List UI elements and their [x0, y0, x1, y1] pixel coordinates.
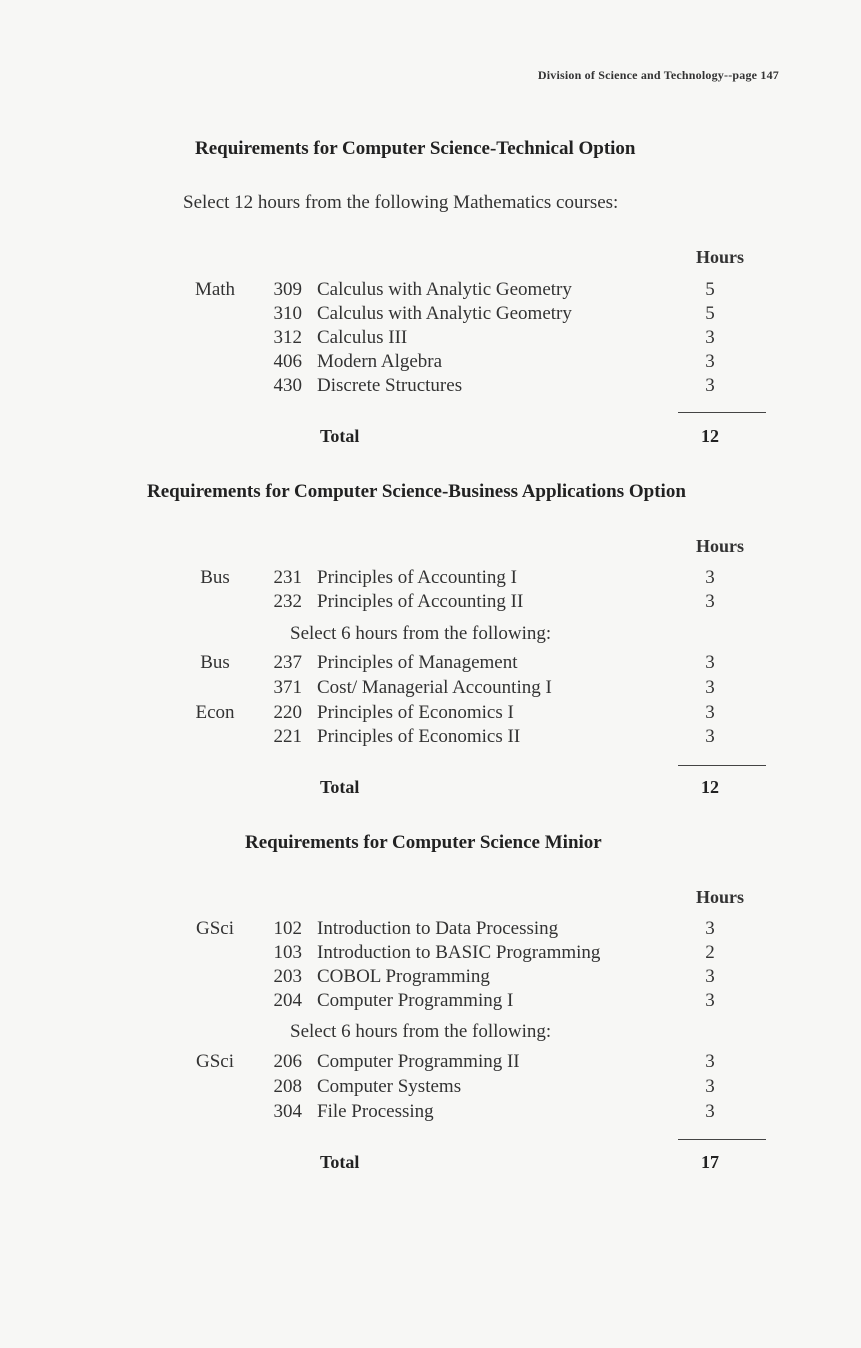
total-value: 12 [701, 777, 719, 797]
course-row [0, 990, 861, 1014]
course-hours: 3 [705, 726, 715, 747]
course-title: Calculus III [317, 327, 408, 348]
course-number: 371 [273, 677, 302, 698]
course-hours: 3 [705, 966, 715, 987]
course-hours: 3 [705, 1076, 715, 1097]
course-row [0, 351, 861, 375]
course-row [0, 327, 861, 351]
course-dept: Bus [200, 567, 230, 588]
course-hours: 5 [705, 303, 715, 324]
select-note: Select 6 hours from the following: [290, 1021, 552, 1042]
course-title: Computer Programming II [317, 1051, 520, 1072]
course-number: 102 [273, 918, 302, 939]
course-number: 220 [273, 702, 302, 723]
course-number: 203 [273, 966, 302, 987]
course-row [0, 652, 861, 676]
course-number: 237 [273, 652, 302, 673]
course-title: Introduction to Data Processing [317, 918, 559, 939]
course-number: 204 [273, 990, 302, 1011]
course-hours: 3 [705, 375, 715, 396]
course-number: 232 [273, 591, 302, 612]
course-hours: 3 [705, 702, 715, 723]
total-rule [678, 765, 766, 766]
hours-header: Hours [695, 247, 744, 267]
course-row [0, 702, 861, 726]
course-number: 208 [273, 1076, 302, 1097]
course-row [0, 1051, 861, 1075]
course-title: Computer Systems [317, 1076, 462, 1097]
total-value: 12 [701, 426, 719, 446]
course-dept: Math [194, 279, 236, 300]
course-hours: 3 [705, 990, 715, 1011]
course-title: Introduction to BASIC Programming [317, 942, 601, 963]
course-title: Calculus with Analytic Geometry [317, 303, 572, 324]
course-number: 310 [273, 303, 302, 324]
course-row [0, 726, 861, 750]
course-title: File Processing [317, 1101, 434, 1122]
select-note: Select 6 hours from the following: [290, 623, 552, 644]
course-number: 430 [273, 375, 302, 396]
course-row [0, 1101, 861, 1125]
course-number: 103 [273, 942, 302, 963]
course-number: 231 [273, 567, 302, 588]
course-title: Modern Algebra [317, 351, 443, 372]
course-row [0, 303, 861, 327]
section-intro: Select 12 hours from the following Mathematics courses: [183, 192, 619, 213]
total-rule [678, 1139, 766, 1140]
course-title: COBOL Programming [317, 966, 490, 987]
course-row [0, 966, 861, 990]
course-title: Principles of Economics I [317, 702, 514, 723]
course-number: 206 [273, 1051, 302, 1072]
course-title: Calculus with Analytic Geometry [317, 279, 572, 300]
hours-header: Hours [695, 887, 744, 907]
total-label: Total [320, 777, 360, 797]
total-value: 17 [701, 1152, 719, 1172]
course-row [0, 942, 861, 966]
course-hours: 5 [705, 279, 715, 300]
course-row [0, 1076, 861, 1100]
course-dept: Bus [200, 652, 230, 673]
course-title: Principles of Accounting II [317, 591, 524, 612]
course-row [0, 375, 861, 399]
course-hours: 3 [705, 918, 715, 939]
course-row [0, 567, 861, 591]
course-number: 312 [273, 327, 302, 348]
running-head: Division of Science and Technology--page 147 [537, 68, 779, 82]
course-hours: 2 [705, 942, 715, 963]
total-rule [678, 412, 766, 413]
course-hours: 3 [705, 1101, 715, 1122]
course-dept: Econ [195, 702, 235, 723]
course-title: Discrete Structures [317, 375, 463, 396]
course-hours: 3 [705, 327, 715, 348]
course-title: Computer Programming I [317, 990, 514, 1011]
course-number: 304 [273, 1101, 302, 1122]
course-hours: 3 [705, 1051, 715, 1072]
course-row [0, 279, 861, 303]
course-row [0, 677, 861, 701]
course-hours: 3 [705, 677, 715, 698]
course-hours: 3 [705, 351, 715, 372]
course-number: 309 [273, 279, 302, 300]
course-row [0, 591, 861, 615]
total-label: Total [320, 1152, 360, 1172]
course-dept: GSci [196, 918, 234, 939]
course-number: 221 [273, 726, 302, 747]
course-title: Principles of Management [317, 652, 518, 673]
total-label: Total [320, 426, 360, 446]
course-title: Principles of Economics II [317, 726, 521, 747]
course-dept: GSci [196, 1051, 234, 1072]
course-title: Cost/ Managerial Accounting I [317, 677, 552, 698]
course-hours: 3 [705, 567, 715, 588]
section-title-minor: Requirements for Computer Science Minior [245, 832, 602, 853]
course-row [0, 918, 861, 942]
course-hours: 3 [705, 591, 715, 612]
course-title: Principles of Accounting I [317, 567, 517, 588]
course-hours: 3 [705, 652, 715, 673]
section-title-technical: Requirements for Computer Science-Technical Option [195, 138, 636, 159]
hours-header: Hours [695, 536, 744, 556]
section-title-business: Requirements for Computer Science-Business Applications Option [147, 481, 686, 502]
course-number: 406 [273, 351, 302, 372]
